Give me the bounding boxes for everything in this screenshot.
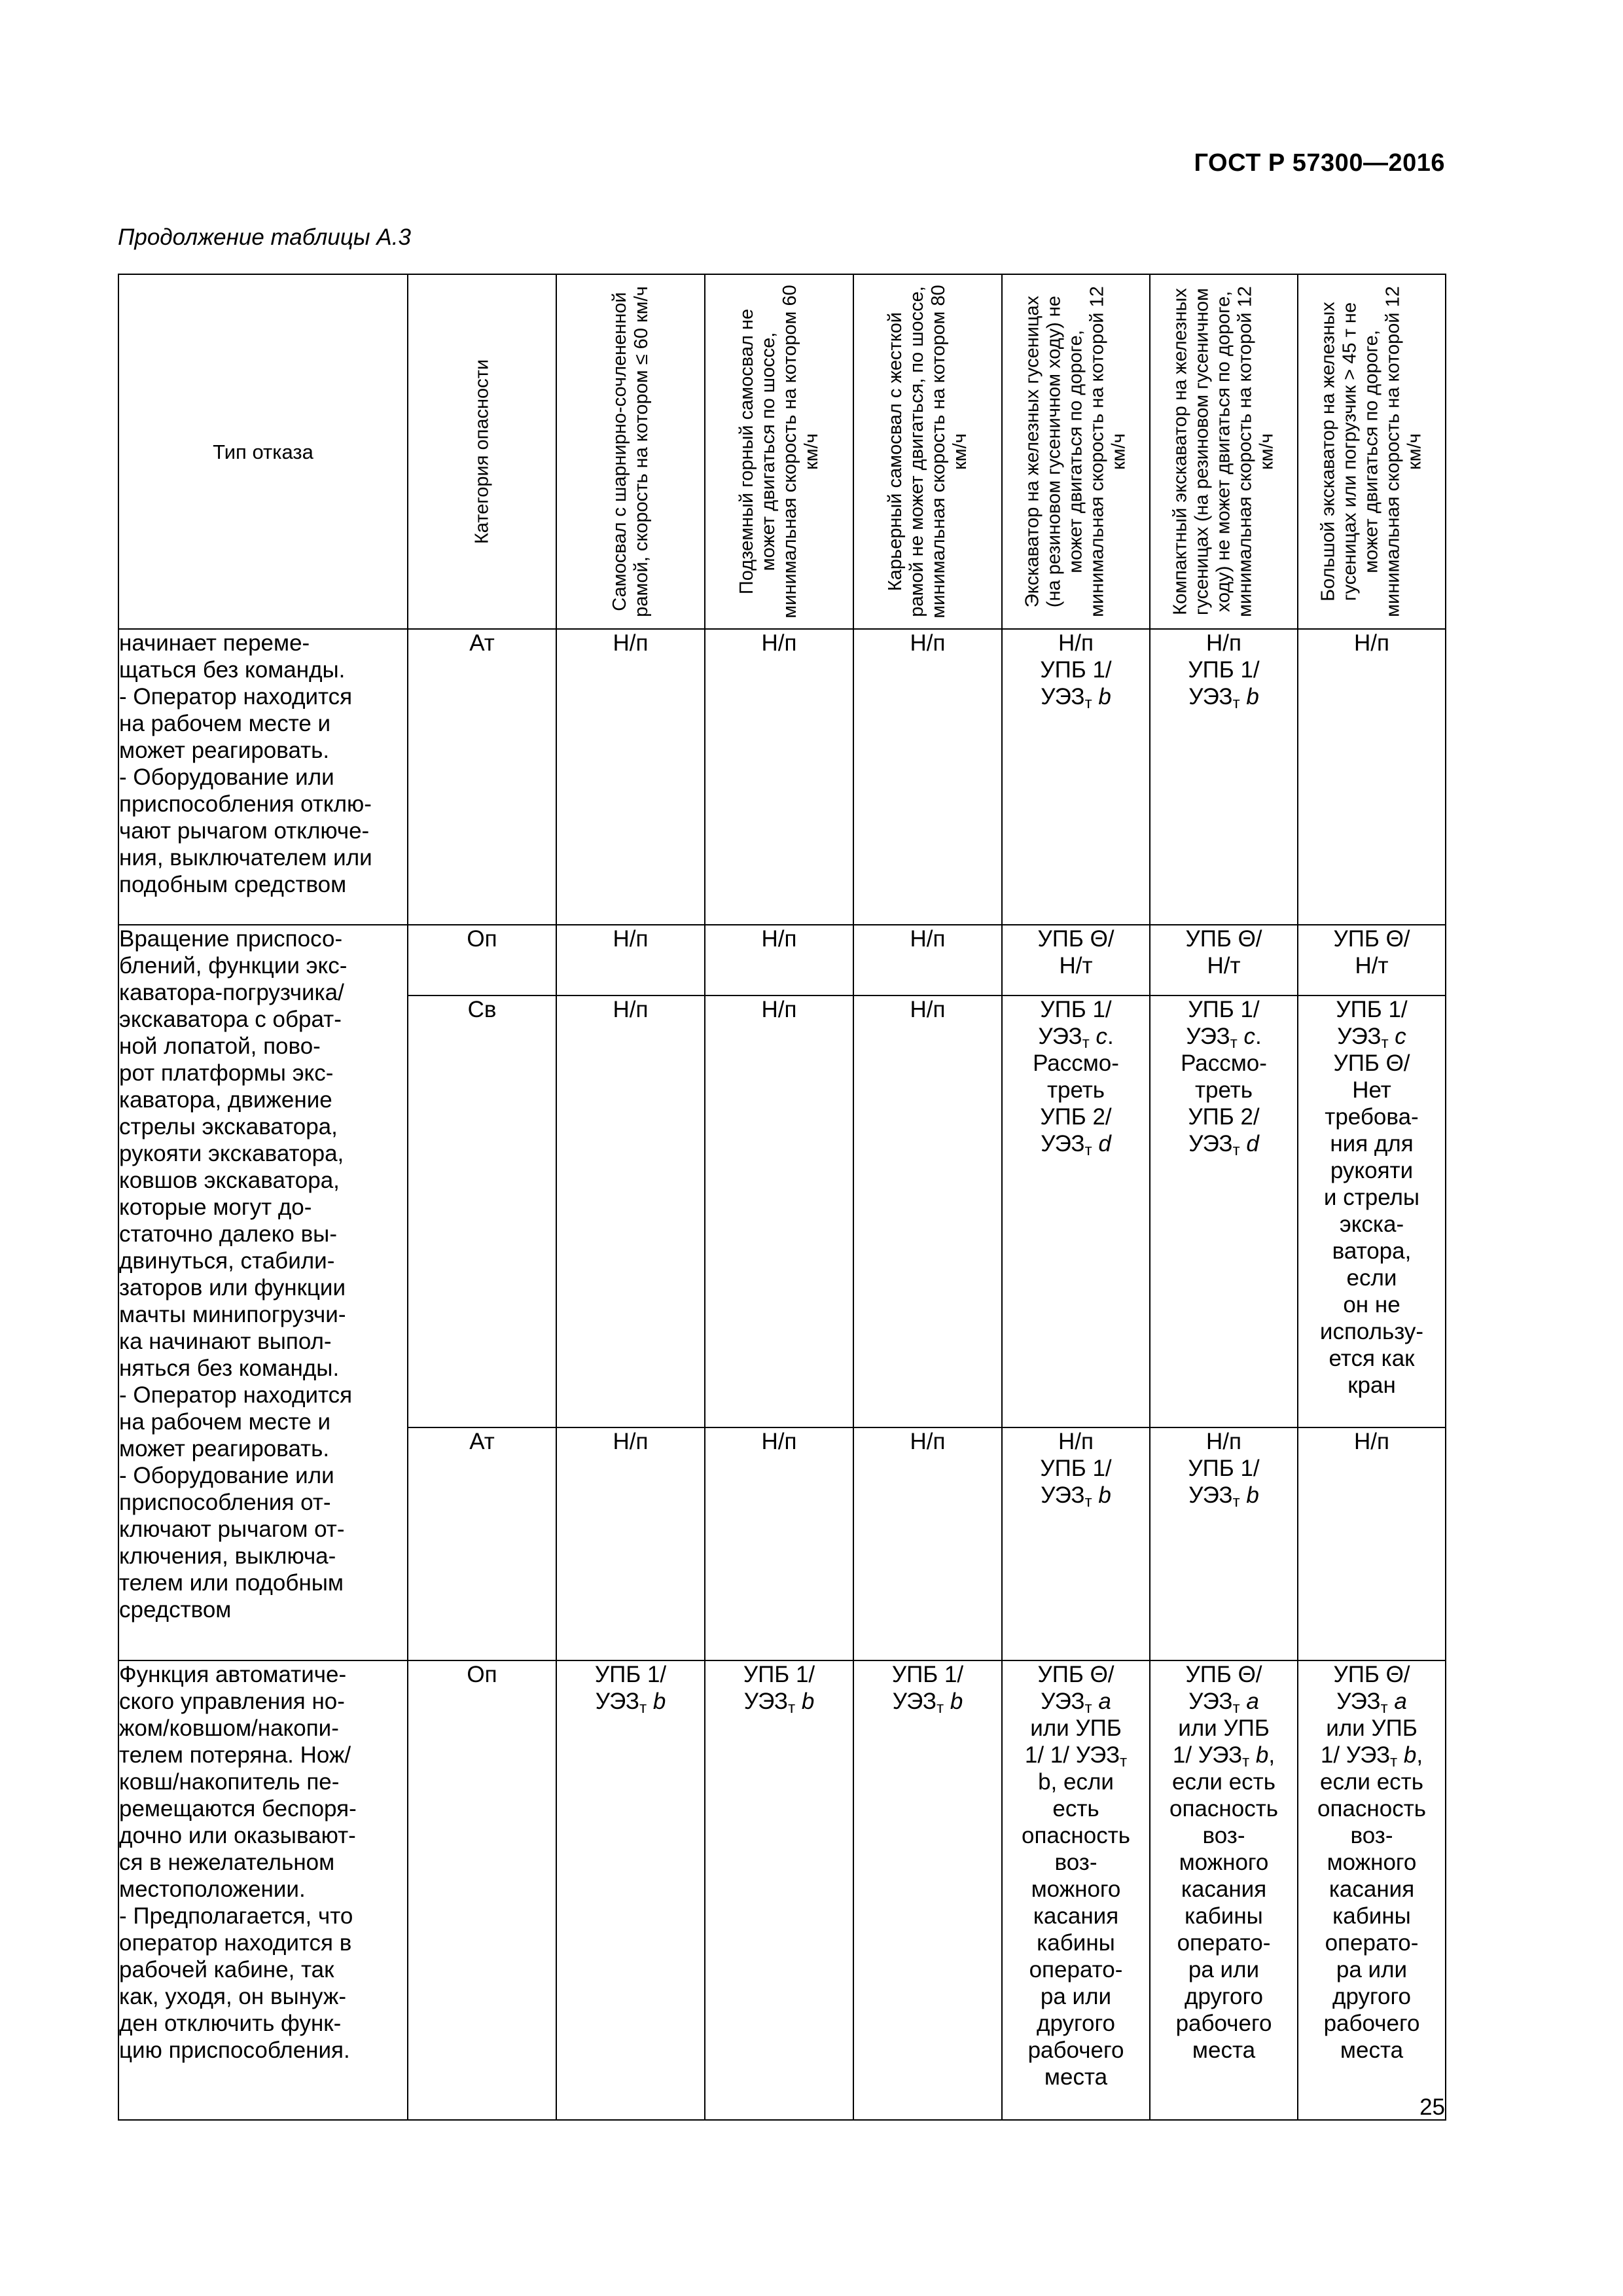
requirement-cell: Н/п [556, 1427, 705, 1660]
column-header-articulated-dump-truck: Самосвал с шарнирно-сочлененной рамой, скорость на котором ≤ 60 км/ч [556, 274, 705, 629]
column-header-compact-excavator: Компактный экскаватор на железных гусеницах (на резиновом гусеничном ходу) не может двигаться по дороге, минимальная скорость на которой 12 км/ч [1150, 274, 1298, 629]
requirement-cell: УПБ 1/ $УЭЗ_т$ b [705, 1660, 853, 2120]
requirement-cell: УПБ 1/ $УЭЗ_т$ c. Рассмо- треть УПБ 2/ $УЭЗ_т$ d [1002, 996, 1150, 1427]
requirement-cell: Н/п УПБ 1/ $УЭЗ_т$ b [1150, 629, 1298, 925]
column-header-large-excavator: Большой экскаватор на железных гусеницах или погрузчик > 45 т не может двигаться по дороге, минимальная скорость на которой 12 км/ч [1298, 274, 1446, 629]
requirement-cell: УПБ Θ/ $УЭЗ_т$ a или УПБ 1/ 1/ $УЭЗ_т$ b, если есть опасность воз- можного касания кабины операто- ра или другого рабочего места [1002, 1660, 1150, 2120]
hazard-category-cell: Ат [408, 1427, 556, 1660]
page-number: 25 [1419, 2094, 1445, 2120]
requirement-cell: Н/п [705, 1427, 853, 1660]
requirement-cell: УПБ Θ/ Н/т [1298, 925, 1446, 996]
requirement-cell: Н/п [1298, 629, 1446, 925]
failure-table [118, 274, 1446, 2121]
column-header-tracked-excavator: Экскаватор на железных гусеницах (на резиновом гусеничном ходу) не может двигаться по дороге, минимальная скорость на которой 12 км/ч [1002, 274, 1150, 629]
failure-type-description: начинает переме- щаться без команды. - Оператор находится на рабочем месте и может реагировать. - Оборудование или приспособления отклю- чают рычагом отключе- ния, выключателем или подобным средством [118, 629, 408, 925]
requirement-cell: Н/п [1298, 1427, 1446, 1660]
requirement-cell: Н/п [556, 629, 705, 925]
failure-type-description: Функция автоматиче- ского управления но- жом/ковшом/накопи- телем потеряна. Нож/ ковш/накопитель пе- ремещаются беспоря- дочно или оказывают- ся в нежелательном местоположении. - Предполагается, что оператор находится в рабочей кабине, так как, уходя, он вынуж- ден отключить функ- цию приспособления. [118, 1660, 408, 2120]
requirement-cell: УПБ 1/ $УЭЗ_т$ c. Рассмо- треть УПБ 2/ $УЭЗ_т$ d [1150, 996, 1298, 1427]
table-row [118, 925, 1446, 996]
requirement-cell: УПБ Θ/ $УЭЗ_т$ a или УПБ 1/ $УЭЗ_т$ b, если есть опасность воз- можного касания кабины операто- ра или другого рабочего места [1150, 1660, 1298, 2120]
requirement-cell: Н/п УПБ 1/ $УЭЗ_т$ b [1002, 629, 1150, 925]
hazard-category-cell: Ат [408, 629, 556, 925]
column-header-hazard-category: Категория опасности [408, 274, 556, 629]
document-code: ГОСТ Р 57300—2016 [1194, 149, 1445, 177]
requirement-cell: УПБ 1/ $УЭЗ_т$ b [556, 1660, 705, 2120]
requirement-cell: Н/п [853, 629, 1002, 925]
requirement-cell: Н/п УПБ 1/ $УЭЗ_т$ b [1150, 1427, 1298, 1660]
requirement-cell: Н/п [556, 925, 705, 996]
table-header-row [118, 274, 1446, 629]
column-header-rigid-dump-truck: Карьерный самосвал с жесткой рамой не может двигаться, по шоссе, минимальная скорость на котором 80 км/ч [853, 274, 1002, 629]
requirement-cell: Н/п УПБ 1/ $УЭЗ_т$ b [1002, 1427, 1150, 1660]
requirement-cell: УПБ Θ/ $УЭЗ_т$ a или УПБ 1/ $УЭЗ_т$ b, если есть опасность воз- можного касания кабины операто- ра или другого рабочего места [1298, 1660, 1446, 2120]
requirement-cell: УПБ Θ/ Н/т [1150, 925, 1298, 996]
hazard-category-cell: Оп [408, 925, 556, 996]
requirement-cell: Н/п [853, 996, 1002, 1427]
table-row [118, 629, 1446, 925]
requirement-cell: УПБ Θ/ Н/т [1002, 925, 1150, 996]
table-body [118, 629, 1446, 2120]
hazard-category-cell: Св [408, 996, 556, 1427]
requirement-cell: УПБ 1/ $УЭЗ_т$ b [853, 1660, 1002, 2120]
failure-type-description: Вращение приспосо- блений, функции экс- каватора-погрузчика/ экскаватора с обрат- ной лопатой, пово- рот платформы экс- каватора, движение стрелы экскаватора, рукояти экскаватора, ковшов экскаватора, которые могут до- статочно далеко вы- двинуться, стабили- заторов или функции мачты минипогрузчи- ка начинают выпол- няться без команды. - Оператор находится на рабочем месте и может реагировать. - Оборудование или приспособления от- ключают рычагом от- ключения, выключа- телем или подобным средством [118, 925, 408, 1660]
requirement-cell: Н/п [853, 925, 1002, 996]
column-header-underground-dump-truck: Подземный горный самосвал не может двигаться по шоссе, минимальная скорость на котором 60 км/ч [705, 274, 853, 629]
table-row [118, 1660, 1446, 2120]
requirement-cell: Н/п [705, 629, 853, 925]
hazard-category-cell: Оп [408, 1660, 556, 2120]
requirement-cell: УПБ 1/ $УЭЗ_т$ c УПБ Θ/ Нет требова- ния для рукояти и стрелы экска- ватора, если он не использу- ется как кран [1298, 996, 1446, 1427]
requirement-cell: Н/п [853, 1427, 1002, 1660]
requirement-cell: Н/п [556, 996, 705, 1427]
table-continuation-caption: Продолжение таблицы А.3 [118, 224, 411, 250]
requirement-cell: Н/п [705, 996, 853, 1427]
requirement-cell: Н/п [705, 925, 853, 996]
column-header-failure-type: Тип отказа [118, 274, 408, 629]
